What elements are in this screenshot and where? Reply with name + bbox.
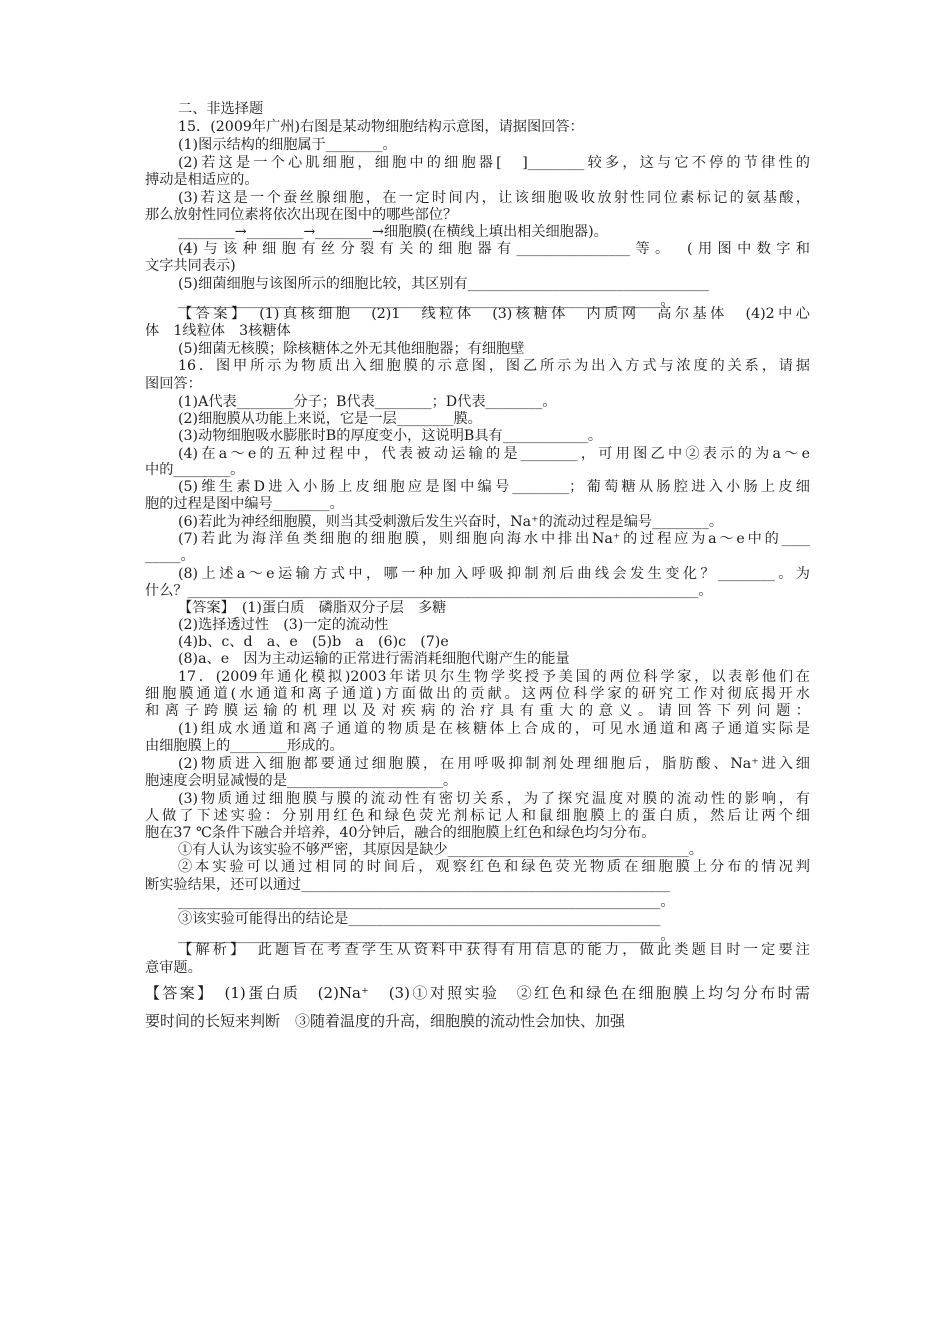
text-line: 那么放射性同位素将依次出现在图中的哪些部位？ <box>145 207 458 223</box>
text-line: (2)细胞膜从功能上来说，它是一层________膜。 <box>178 411 482 427</box>
text-line: (5)细菌细胞与该图所示的细胞比较，其区别有__________________________________ <box>178 276 709 292</box>
text-line: 由细胞膜上的________形成的。 <box>145 738 344 754</box>
text-line: 【答案】 (1)蛋白质 磷脂双分子层 多糖 <box>178 600 447 616</box>
text-line: 【答案】 (1)真核细胞 (2)1 线粒体 (3)核糖体 内质网 高尔基体 (4)2中心 <box>178 306 810 322</box>
text-line: (1)组成水通道和离子通道的物质是在核糖体上合成的，可见水通道和离子通道实际是 <box>178 721 810 737</box>
text-line: 17．(2009年通化模拟)2003年诺贝尔生物学奖授予美国的两位科学家，以表彰他们在 <box>178 669 810 685</box>
text-line: 人做了下述实验：分别用红色和绿色荧光剂标记人和鼠细胞膜上的蛋白质，然后让两个细 <box>145 808 810 824</box>
text-line: 搏动是相适应的。 <box>145 172 259 188</box>
text-line: 什么？________________________________________________________________________。 <box>145 583 713 599</box>
text-line: (2)选择透过性 (3)一定的流动性 <box>178 617 389 633</box>
text-line: 胞在37 ℃条件下融合并培养，40分钟后，融合的细胞膜上红色和绿色均匀分布。 <box>145 825 656 841</box>
text-line: 15．(2009年广州)右图是某动物细胞结构示意图，请据图回答： <box>178 119 584 135</box>
text-line: (8)上述a～e运输方式中，哪一种加入呼吸抑制剂后曲线会发生变化？________。为 <box>178 566 810 582</box>
text-line: (4)与该种细胞有丝分裂有关的细胞器有________________等。 (用图中数字和 <box>178 241 810 257</box>
text-line: 16．图甲所示为物质出入细胞膜的示意图，图乙所示为出入方式与浓度的关系，请据 <box>178 358 810 374</box>
text-line: (2)若这是一个心肌细胞，细胞中的细胞器[ ]________较多，这与它不停的节律性的 <box>178 155 810 171</box>
text-line: ____________________________________________________________________。 <box>178 293 675 309</box>
text-line: (3)若这是一个蚕丝腺细胞，在一定时间内，让该细胞吸收放射性同位素标记的氨基酸， <box>178 190 810 206</box>
text-line: 意审题。 <box>145 960 202 976</box>
text-line: (1)图示结构的细胞属于________。 <box>178 137 397 153</box>
text-line: 胞的过程是图中编号________。 <box>145 496 344 512</box>
text-line: ____________________________________________________________________。 <box>178 894 675 910</box>
text-line: ________→________→________→细胞膜(在横线上填出相关细胞器)。 <box>178 224 608 240</box>
text-line: (5)细菌无核膜；除核糖体之外无其他细胞器；有细胞壁 <box>178 341 525 357</box>
text-line: (3)物质通过细胞膜与膜的流动性有密切关系，为了探究温度对膜的流动性的影响，有 <box>178 791 810 807</box>
text-line: 二、非选择题 <box>178 101 264 117</box>
text-line: 要时间的长短来判断 ③随着温度的升高，细胞膜的流动性会加快、加强 <box>145 1012 626 1030</box>
text-line: ____________________________________________________________________。 <box>178 928 675 944</box>
text-line: (5)维生素D进入小肠上皮细胞应是图中编号________；葡萄糖从肠腔进入小肠上皮细 <box>178 479 810 495</box>
text-line: 体 1线粒体 3核糖体 <box>145 323 291 339</box>
text-line: 和离子跨膜运输的机理以及对疾病的治疗具有重大的意义。请回答下列问题： <box>145 703 810 719</box>
text-line: (3)动物细胞吸水膨胀时B的厚度变小，这说明B具有____________。 <box>178 428 603 444</box>
text-line: 中的________。 <box>145 462 245 478</box>
text-line: ②本实验可以通过相同的时间后，观察红色和绿色荧光物质在细胞膜上分布的情况判 <box>178 859 810 875</box>
text-line: 断实验结果，还可以通过____________________________________________________ <box>145 877 670 893</box>
text-line: (2)物质进入细胞都要通过细胞膜，在用呼吸抑制剂处理细胞后，脂肪酸、Na⁺进入细 <box>178 756 810 772</box>
text-line: (4)b、c、d a、e (5)b a (6)c (7)e <box>178 634 449 650</box>
text-line: 【答案】 (1)蛋白质 (2)Na⁺ (3)①对照实验 ②红色和绿色在细胞膜上均匀分布时需 <box>145 984 810 1002</box>
text-line: ③该实验可能得出的结论是____________________________________________ <box>178 911 661 927</box>
text-line: (4)在a～e的五种过程中，代表被动运输的是________，可用图乙中②表示的为a～e <box>178 446 810 462</box>
text-line: _____。 <box>145 548 195 564</box>
text-line: 胞速度会明显减慢的是______________________。 <box>145 773 458 789</box>
text-line: (6)若此为神经细胞膜，则当其受刺激后发生兴奋时，Na⁺的流动过程是编号________。 <box>178 514 724 530</box>
text-line: 文字共同表示) <box>145 258 236 274</box>
text-line: 图回答： <box>145 376 202 392</box>
text-line: (8)a、e 因为主动运输的正常进行需消耗细胞代谢产生的能量 <box>178 651 570 667</box>
text-line: 细胞膜通道(水通道和离子通道)方面做出的贡献。这两位科学家的研究工作对彻底揭开水 <box>145 686 810 702</box>
text-line: (1)A代表________分子；B代表________；D代表________。 <box>178 394 557 410</box>
text-line: 【解析】 此题旨在考查学生从资料中获得有用信息的能力，做此类题目时一定要注 <box>178 942 810 958</box>
text-line: ①有人认为该实验不够严密，其原因是缺少__________________________________。 <box>178 842 703 858</box>
text-line: (7)若此为海洋鱼类细胞的细胞膜，则细胞向海水中排出Na⁺的过程应为a～e中的____ <box>178 531 810 547</box>
